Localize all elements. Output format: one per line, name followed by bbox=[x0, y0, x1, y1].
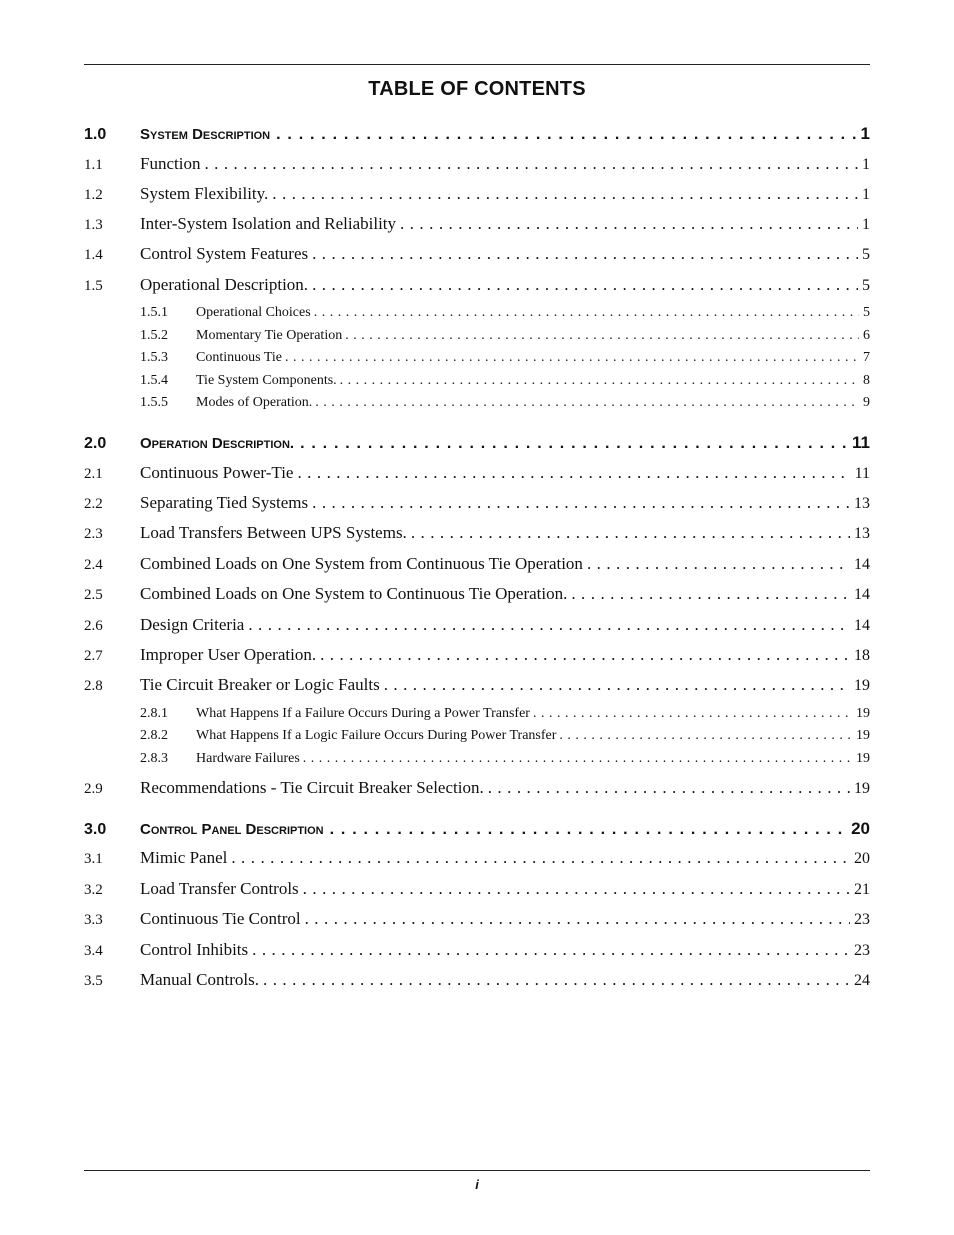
entry-title: Continuous Power-Tie bbox=[140, 463, 294, 482]
entry-title: Combined Loads on One System from Continuous Tie Operation bbox=[140, 554, 583, 573]
entry-title: Design Criteria bbox=[140, 615, 245, 634]
entry-title: Separating Tied Systems bbox=[140, 493, 309, 512]
dot-leader bbox=[533, 706, 852, 722]
toc-entry-1-1[interactable] bbox=[84, 154, 870, 174]
entry-page: 14 bbox=[854, 556, 870, 573]
entry-number: 3.3 bbox=[84, 912, 103, 928]
entry-number: 1.0 bbox=[84, 126, 107, 143]
entry-page: 5 bbox=[862, 277, 870, 294]
entry-title: Load Transfer Controls bbox=[140, 879, 299, 898]
entry-page: 24 bbox=[854, 972, 870, 989]
entry-number: 2.0 bbox=[84, 435, 107, 452]
toc-entry-1-5-4[interactable] bbox=[140, 373, 870, 389]
entry-title: Momentary Tie Operation bbox=[196, 328, 343, 343]
entry-title: Control Inhibits bbox=[140, 940, 249, 959]
toc-entry-1-5-1[interactable] bbox=[140, 305, 870, 321]
entry-title: Modes of Operation. bbox=[196, 395, 313, 410]
entry-title: Manual Controls. bbox=[140, 970, 259, 989]
entry-page: 11 bbox=[854, 465, 870, 482]
entry-page: 19 bbox=[854, 780, 870, 797]
toc-entry-2-3[interactable] bbox=[84, 523, 870, 543]
dot-leader bbox=[384, 675, 850, 695]
entry-page: 13 bbox=[854, 525, 870, 542]
entry-title: Combined Loads on One System to Continuous Tie Operation. bbox=[140, 584, 568, 603]
toc-entry-1-5-3[interactable] bbox=[140, 350, 870, 366]
entry-number: 1.5 bbox=[84, 278, 103, 294]
toc-entry-1-4[interactable] bbox=[84, 244, 870, 264]
dot-leader bbox=[248, 615, 850, 635]
entry-title: What Happens If a Failure Occurs During a Power Transfer bbox=[196, 706, 530, 721]
entry-page: 1 bbox=[862, 216, 870, 233]
entry-page: 18 bbox=[854, 647, 870, 664]
entry-title: System Description bbox=[140, 126, 271, 143]
entry-title: Load Transfers Between UPS Systems. bbox=[140, 523, 407, 542]
dot-leader bbox=[312, 275, 858, 295]
dot-leader bbox=[488, 778, 850, 798]
entry-number: 3.0 bbox=[84, 821, 107, 838]
entry-page: 1 bbox=[862, 186, 870, 203]
dot-leader bbox=[315, 395, 859, 411]
entry-page: 11 bbox=[852, 433, 870, 452]
entry-title: System Flexibility. bbox=[140, 184, 269, 203]
entry-page: 14 bbox=[854, 586, 870, 603]
toc-entry-1-2[interactable] bbox=[84, 184, 870, 204]
entry-number: 1.4 bbox=[84, 247, 103, 263]
entry-number: 2.1 bbox=[84, 466, 103, 482]
entry-title: Inter-System Isolation and Reliability bbox=[140, 214, 397, 233]
entry-title: Improper User Operation. bbox=[140, 645, 317, 664]
entry-title: Mimic Panel bbox=[140, 848, 228, 867]
entry-number: 2.6 bbox=[84, 618, 103, 634]
dot-leader bbox=[252, 940, 850, 960]
entry-number: 1.5.5 bbox=[140, 395, 168, 410]
toc-entry-1-3[interactable] bbox=[84, 214, 870, 234]
page-number: i bbox=[475, 1177, 479, 1192]
toc-entry-1-5-5[interactable] bbox=[140, 395, 870, 411]
dot-leader bbox=[320, 645, 850, 665]
entry-number: 2.8.2 bbox=[140, 728, 168, 743]
dot-leader bbox=[303, 751, 852, 767]
dot-leader bbox=[300, 435, 848, 453]
entry-title: Function bbox=[140, 154, 201, 173]
page-title: TABLE OF CONTENTS bbox=[368, 78, 586, 100]
toc-entry-2-4[interactable] bbox=[84, 554, 870, 574]
entry-number: 3.2 bbox=[84, 882, 103, 898]
toc-entry-1-0[interactable] bbox=[84, 124, 870, 144]
toc-entry-2-9[interactable] bbox=[84, 778, 870, 798]
toc-entry-2-7[interactable] bbox=[84, 645, 870, 665]
dot-leader bbox=[305, 909, 850, 929]
entry-title: Continuous Tie Control bbox=[140, 909, 301, 928]
dot-leader bbox=[345, 328, 859, 344]
dot-leader bbox=[314, 305, 859, 321]
entry-page: 19 bbox=[856, 706, 870, 721]
entry-number: 2.8 bbox=[84, 678, 103, 694]
dot-leader bbox=[559, 728, 852, 744]
entry-page: 5 bbox=[862, 246, 870, 263]
entry-page: 8 bbox=[863, 373, 870, 388]
top-rule bbox=[84, 64, 870, 65]
toc-entry-3-4[interactable] bbox=[84, 940, 870, 960]
entry-number: 2.3 bbox=[84, 526, 103, 542]
entry-title: Operational Choices bbox=[196, 305, 311, 320]
entry-number: 2.4 bbox=[84, 557, 103, 573]
entry-title: Control System Features bbox=[140, 244, 309, 263]
entry-title: Operational Description. bbox=[140, 275, 309, 294]
dot-leader bbox=[303, 879, 850, 899]
dot-leader bbox=[571, 584, 850, 604]
toc-entry-3-2[interactable] bbox=[84, 879, 870, 899]
toc-entry-1-5[interactable] bbox=[84, 275, 870, 295]
entry-number: 1.5.3 bbox=[140, 350, 168, 365]
toc-entry-2-0[interactable] bbox=[84, 433, 870, 453]
entry-number: 2.5 bbox=[84, 587, 103, 603]
entry-page: 19 bbox=[856, 751, 870, 766]
entry-page: 23 bbox=[854, 942, 870, 959]
entry-title: Operation Description. bbox=[140, 435, 295, 452]
entry-page: 1 bbox=[862, 156, 870, 173]
dot-leader bbox=[272, 184, 858, 204]
entry-page: 21 bbox=[854, 881, 870, 898]
dot-leader bbox=[312, 244, 858, 264]
entry-number: 1.1 bbox=[84, 157, 103, 173]
toc-entry-2-5[interactable] bbox=[84, 584, 870, 604]
dot-leader bbox=[330, 821, 847, 839]
toc-entry-2-8-2[interactable] bbox=[140, 728, 870, 744]
dot-leader bbox=[312, 493, 850, 513]
dot-leader bbox=[285, 350, 859, 366]
entry-number: 3.1 bbox=[84, 851, 103, 867]
bottom-rule bbox=[84, 1170, 870, 1171]
entry-number: 2.7 bbox=[84, 648, 103, 664]
dot-leader bbox=[276, 126, 856, 144]
toc-entry-1-5-2[interactable] bbox=[140, 328, 870, 344]
entry-page: 6 bbox=[863, 328, 870, 343]
entry-title: Control Panel Description bbox=[140, 821, 324, 838]
entry-page: 7 bbox=[863, 350, 870, 365]
entry-title: Hardware Failures bbox=[196, 751, 300, 766]
dot-leader bbox=[400, 214, 858, 234]
dot-leader bbox=[231, 848, 850, 868]
entry-page: 20 bbox=[851, 819, 870, 838]
entry-number: 1.2 bbox=[84, 187, 103, 203]
dot-leader bbox=[587, 554, 850, 574]
entry-number: 2.8.1 bbox=[140, 706, 168, 721]
dot-leader bbox=[297, 463, 850, 483]
toc-entry-2-1[interactable] bbox=[84, 463, 870, 483]
toc-entry-2-8-3[interactable] bbox=[140, 751, 870, 767]
entry-page: 19 bbox=[856, 728, 870, 743]
entry-page: 19 bbox=[854, 677, 870, 694]
entry-number: 2.8.3 bbox=[140, 751, 168, 766]
entry-number: 1.5.2 bbox=[140, 328, 168, 343]
entry-title: Recommendations - Tie Circuit Breaker Selection. bbox=[140, 778, 484, 797]
entry-number: 3.5 bbox=[84, 973, 103, 989]
toc-entry-3-1[interactable] bbox=[84, 848, 870, 868]
entry-title: Tie System Components. bbox=[196, 373, 337, 388]
entry-number: 3.4 bbox=[84, 943, 103, 959]
entry-title: Tie Circuit Breaker or Logic Faults bbox=[140, 675, 380, 694]
toc-entry-2-2[interactable] bbox=[84, 493, 870, 513]
toc-entry-3-0[interactable] bbox=[84, 819, 870, 839]
entry-number: 1.5.1 bbox=[140, 305, 168, 320]
toc-entry-3-5[interactable] bbox=[84, 970, 870, 990]
dot-leader bbox=[204, 154, 858, 174]
entry-page: 5 bbox=[863, 305, 870, 320]
toc-entry-2-8[interactable] bbox=[84, 675, 870, 695]
entry-page: 1 bbox=[860, 124, 870, 143]
entry-page: 20 bbox=[854, 850, 870, 867]
entry-page: 13 bbox=[854, 495, 870, 512]
toc-entry-3-3[interactable] bbox=[84, 909, 870, 929]
entry-title: What Happens If a Logic Failure Occurs During Power Transfer bbox=[196, 728, 557, 743]
dot-leader bbox=[411, 523, 850, 543]
toc-entry-2-8-1[interactable] bbox=[140, 706, 870, 722]
entry-number: 1.3 bbox=[84, 217, 103, 233]
toc-entry-2-6[interactable] bbox=[84, 615, 870, 635]
entry-number: 2.9 bbox=[84, 781, 103, 797]
entry-number: 2.2 bbox=[84, 496, 103, 512]
entry-number: 1.5.4 bbox=[140, 373, 168, 388]
dot-leader bbox=[340, 373, 859, 389]
entry-page: 9 bbox=[863, 395, 870, 410]
entry-title: Continuous Tie bbox=[196, 350, 282, 365]
dot-leader bbox=[263, 970, 850, 990]
entry-page: 14 bbox=[854, 617, 870, 634]
entry-page: 23 bbox=[854, 911, 870, 928]
